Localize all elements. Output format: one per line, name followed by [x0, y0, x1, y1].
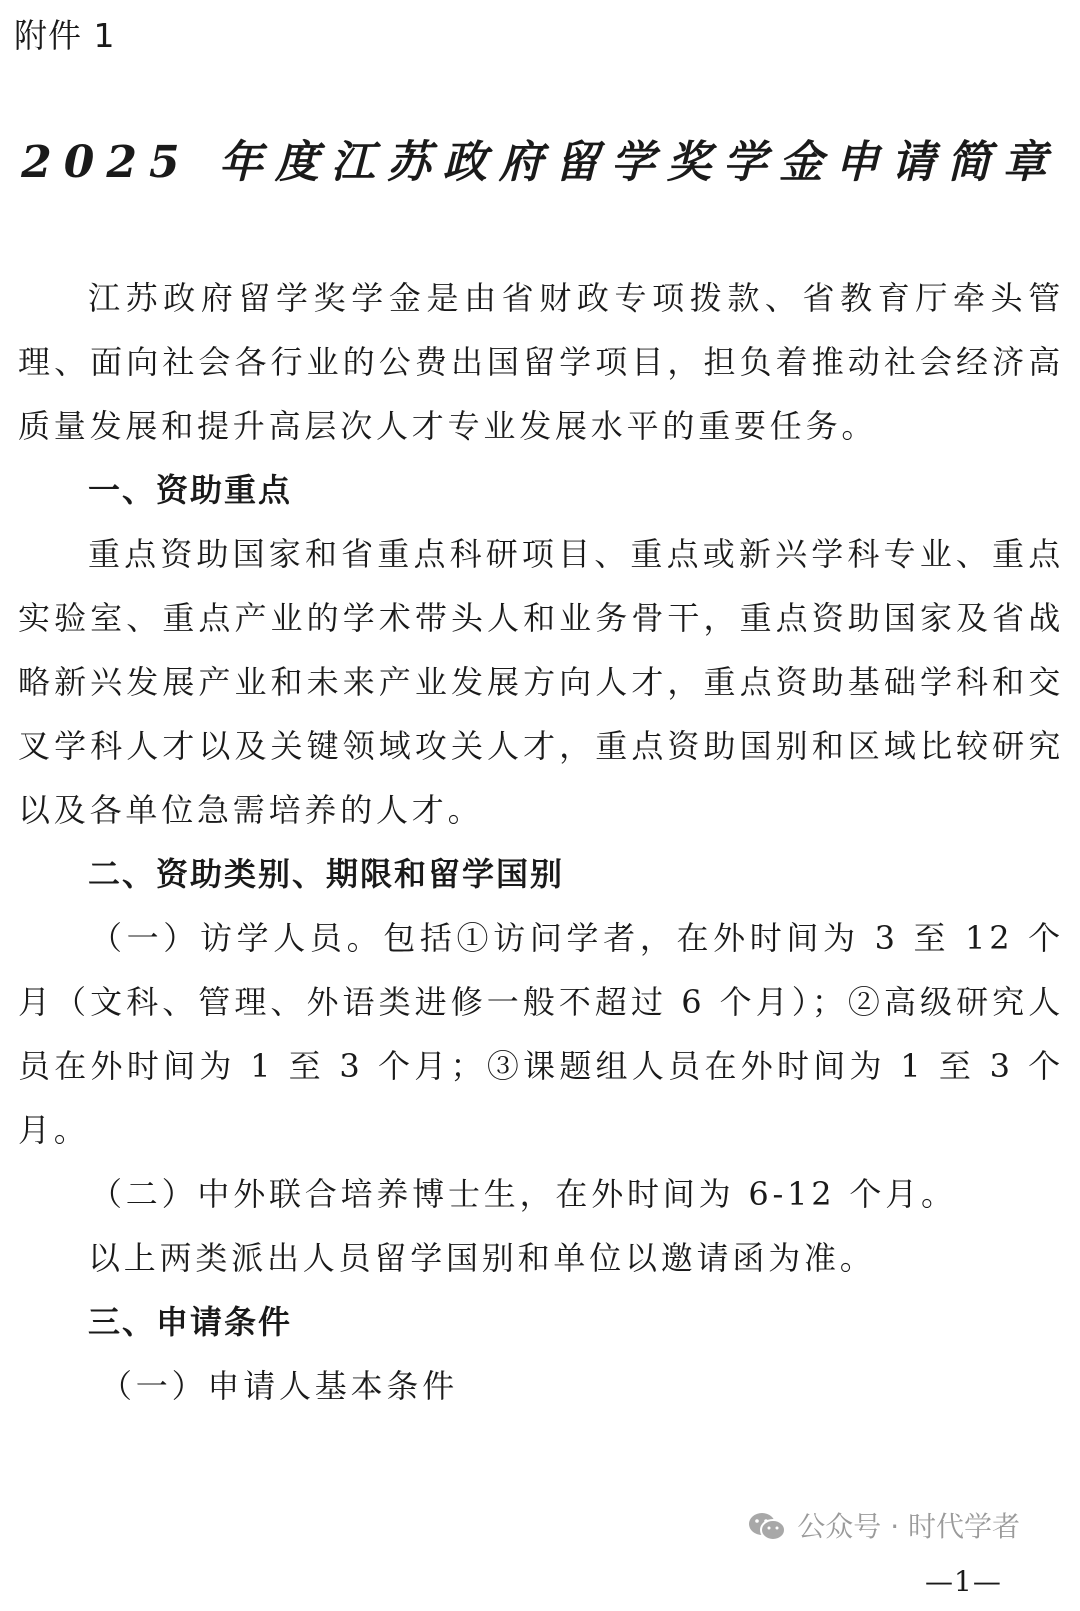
document-body: [18, 266, 1064, 1418]
section-1-heading: 一、资助重点: [88, 471, 293, 509]
section-1-paragraph: 重点资助国家和省重点科研项目、重点或新兴学科专业、重点实验室、重点产业的学术带头人和业务骨干，重点资助国家及省战略新兴发展产业和未来产业发展方向人才，重点资助基础学科和交叉学科人才以及关键领域攻关人才，重点资助国别和区域比较研究以及各单位急需培养的人才。: [18, 535, 1064, 829]
section-2-heading: 二、资助类别、期限和留学国别: [88, 855, 565, 893]
wechat-icon: [747, 1510, 787, 1544]
section-2-item-2: （二）中外联合培养博士生，在外时间为 6-12 个月。: [90, 1175, 957, 1213]
watermark-text: 公众号 · 时代学者: [797, 1510, 1020, 1543]
document-title: 2025 年度江苏政府留学奖学金申请简章: [21, 137, 1059, 188]
attachment-label: 附件 1: [14, 16, 116, 55]
section-3-heading: 三、申请条件: [88, 1303, 293, 1341]
section-2-item-1: （一）访学人员。包括①访问学者，在外时间为 3 至 12 个月（文科、管理、外语类进修一般不超过 6 个月）；②高级研究人员在外时间为 1 至 3 个月；③课题组人员在外时间为 1 至 3 个月。: [18, 919, 1064, 1149]
watermark: [747, 1507, 1020, 1547]
section-2-note: 以上两类派出人员留学国别和单位以邀请函为准。: [88, 1239, 876, 1277]
page-number: —1—: [925, 1565, 1002, 1598]
section-3-subheading: （一）申请人基本条件: [100, 1367, 459, 1405]
intro-paragraph: 江苏政府留学奖学金是由省财政专项拨款、省教育厅牵头管理、面向社会各行业的公费出国留学项目，担负着推动社会经济高质量发展和提升高层次人才专业发展水平的重要任务。: [18, 279, 1064, 445]
